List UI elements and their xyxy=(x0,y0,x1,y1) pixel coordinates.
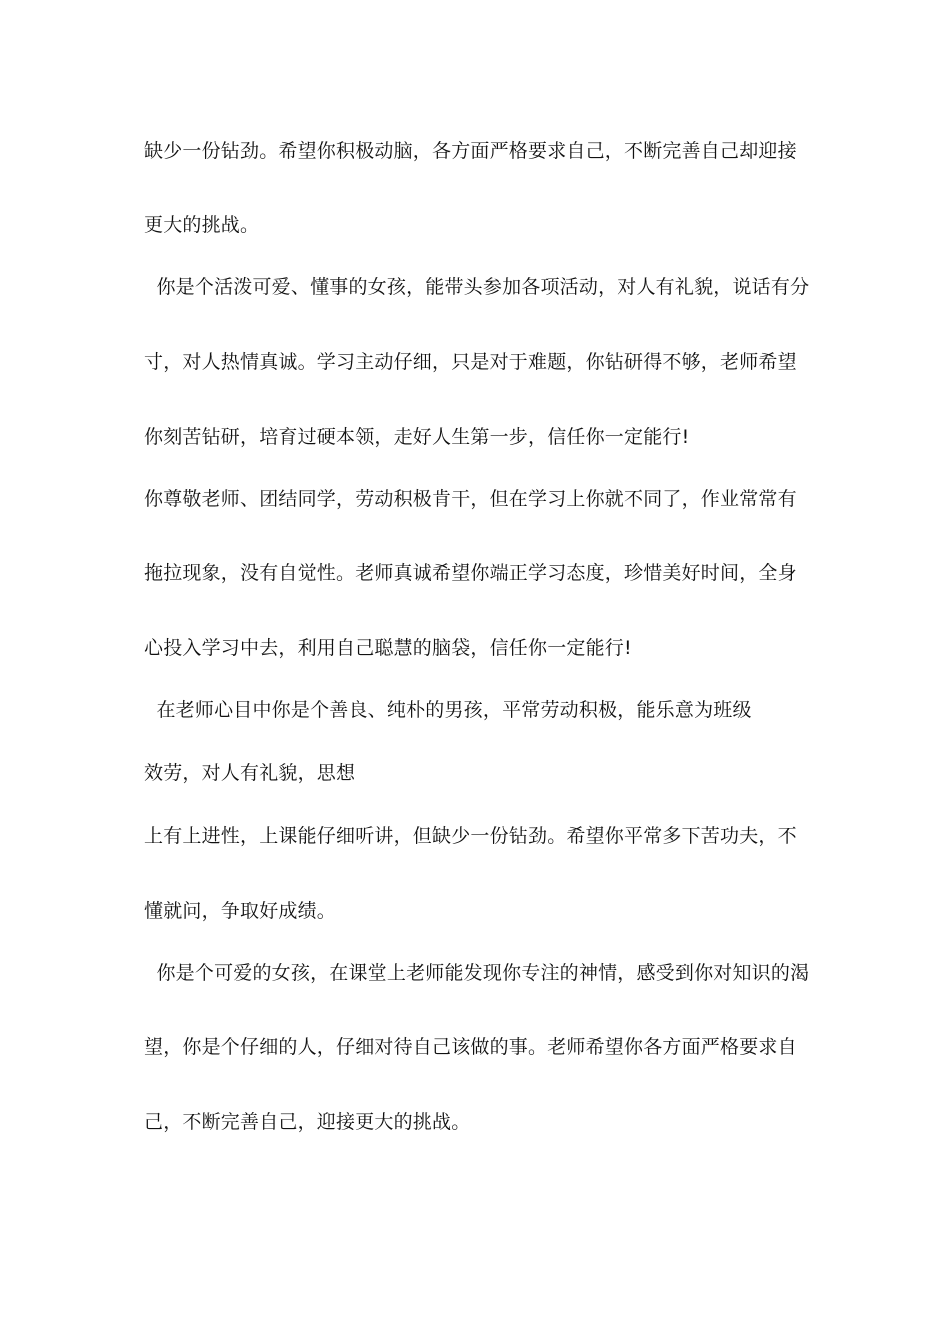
text-line: 你是个可爱的女孩，在课堂上老师能发现你专注的神情，感受到你对知识的渴 xyxy=(144,962,810,984)
text-line: 寸，对人热情真诚。学习主动仔细，只是对于难题，你钻研得不够，老师希望 xyxy=(144,351,797,373)
text-line: 效劳，对人有礼貌，思想 xyxy=(144,762,356,784)
text-line: 缺少一份钻劲。希望你积极动脑，各方面严格要求自己，不断完善自己却迎接 xyxy=(144,140,797,162)
text-line: 上有上进性，上课能仔细听讲，但缺少一份钻劲。希望你平常多下苦功夫，不 xyxy=(144,825,797,847)
text-line: 你尊敬老师、团结同学，劳动积极肯干，但在学习上你就不同了，作业常常有 xyxy=(144,488,797,510)
text-line: 更大的挑战。 xyxy=(144,214,260,236)
text-line: 己，不断完善自己，迎接更大的挑战。 xyxy=(144,1111,471,1133)
text-line: 懂就问，争取好成绩。 xyxy=(144,900,337,922)
text-line: 在老师心目中你是个善良、纯朴的男孩，平常劳动积极，能乐意为班级 xyxy=(144,699,752,721)
text-line: 心投入学习中去，利用自己聪慧的脑袋，信任你一定能行! xyxy=(144,637,632,659)
text-line: 你是个活泼可爱、懂事的女孩，能带头参加各项活动，对人有礼貌，说话有分 xyxy=(144,276,810,298)
text-line: 拖拉现象，没有自觉性。老师真诚希望你端正学习态度，珍惜美好时间，全身 xyxy=(144,562,797,584)
text-line: 你刻苦钻研，培育过硬本领，走好人生第一步，信任你一定能行! xyxy=(144,426,690,448)
text-line: 望，你是个仔细的人，仔细对待自己该做的事。老师希望你各方面严格要求自 xyxy=(144,1036,797,1058)
